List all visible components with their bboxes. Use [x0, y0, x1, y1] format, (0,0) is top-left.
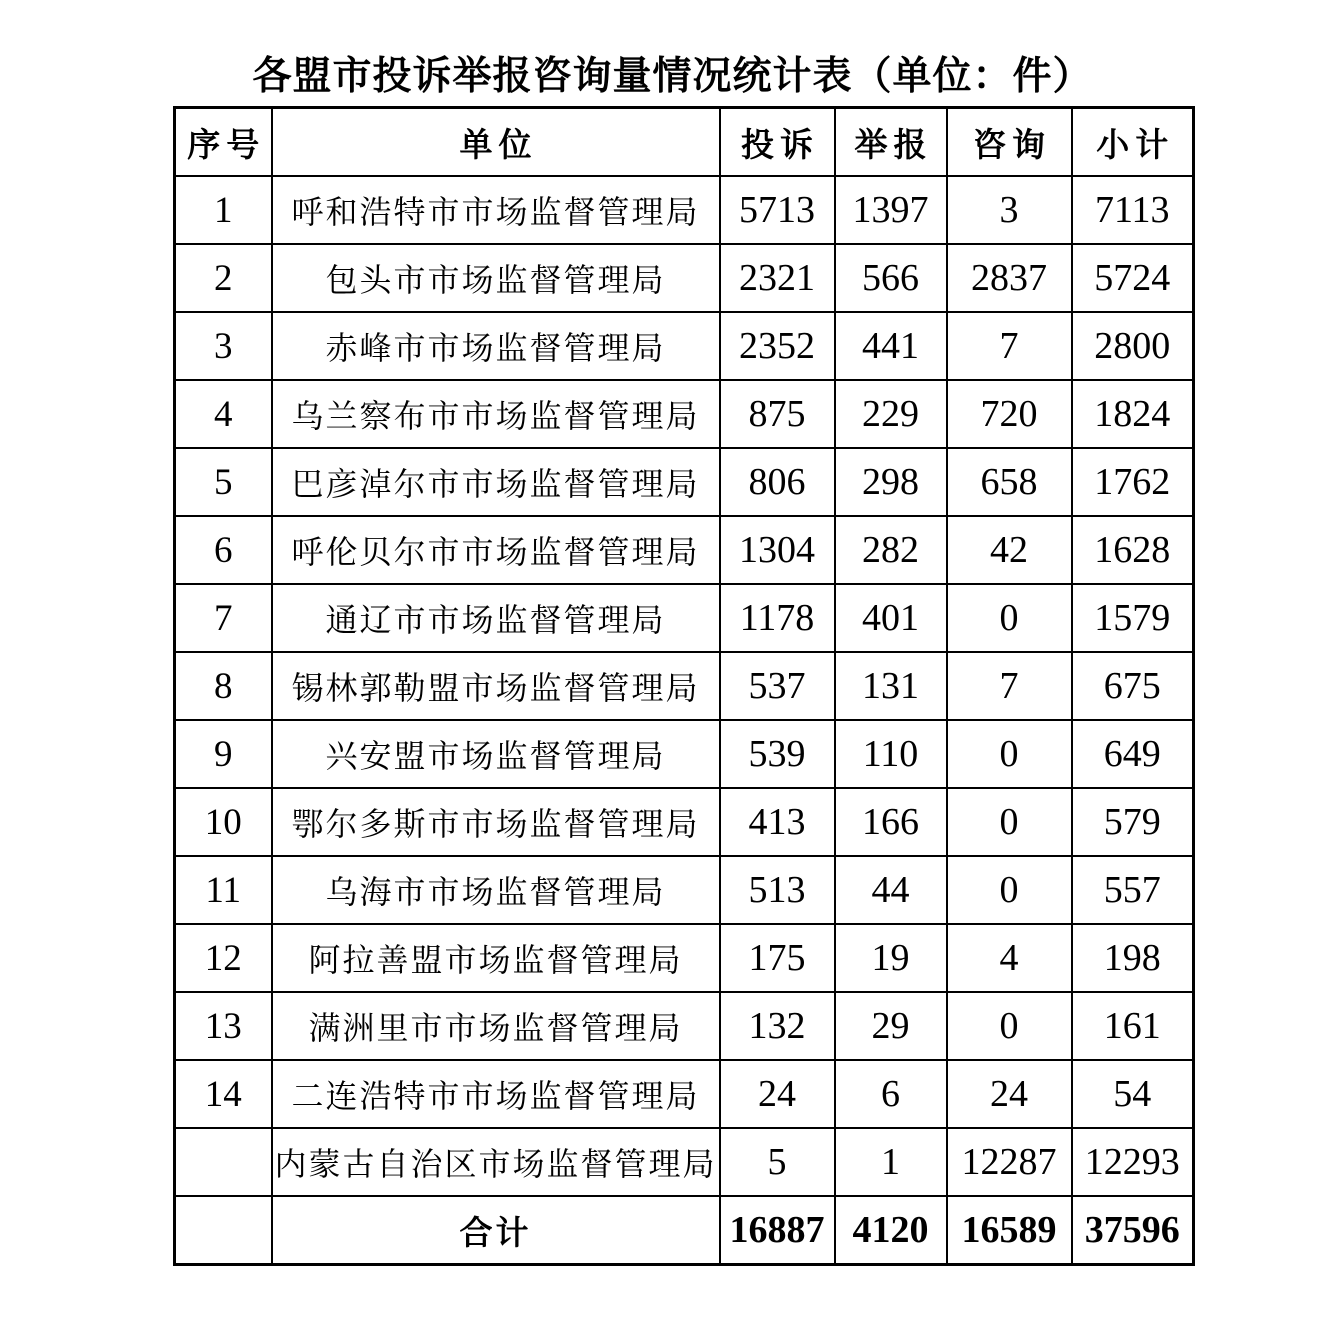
- cell-reports: 1397: [835, 176, 947, 244]
- cell-reports: 1: [835, 1128, 947, 1196]
- cell-subtotal: 1628: [1072, 516, 1194, 584]
- cell-unit: 锡林郭勒盟市场监督管理局: [272, 652, 720, 720]
- cell-consultations: 0: [947, 856, 1072, 924]
- cell-reports: 298: [835, 448, 947, 516]
- cell-complaints: 513: [720, 856, 835, 924]
- cell-unit: 鄂尔多斯市市场监督管理局: [272, 788, 720, 856]
- cell-unit: 通辽市市场监督管理局: [272, 584, 720, 652]
- cell-no: [175, 1128, 272, 1196]
- cell-subtotal: 54: [1072, 1060, 1194, 1128]
- cell-no: 14: [175, 1060, 272, 1128]
- cell-complaints: 539: [720, 720, 835, 788]
- cell-consultations: 2837: [947, 244, 1072, 312]
- cell-unit: 二连浩特市市场监督管理局: [272, 1060, 720, 1128]
- cell-complaints: 5713: [720, 176, 835, 244]
- cell-consultations: 3: [947, 176, 1072, 244]
- table-row: [175, 856, 1194, 924]
- col-header-reports: 举报: [835, 108, 947, 177]
- cell-unit: 兴安盟市场监督管理局: [272, 720, 720, 788]
- cell-complaints: 16887: [720, 1196, 835, 1265]
- col-header-subtotal: 小计: [1072, 108, 1194, 177]
- cell-complaints: 2352: [720, 312, 835, 380]
- cell-complaints: 132: [720, 992, 835, 1060]
- col-header-complaints: 投诉: [720, 108, 835, 177]
- cell-subtotal: 7113: [1072, 176, 1194, 244]
- cell-unit: 呼和浩特市市场监督管理局: [272, 176, 720, 244]
- table-row: [175, 1060, 1194, 1128]
- cell-subtotal: 1579: [1072, 584, 1194, 652]
- cell-consultations: 16589: [947, 1196, 1072, 1265]
- cell-no: 10: [175, 788, 272, 856]
- cell-reports: 282: [835, 516, 947, 584]
- cell-unit: 包头市市场监督管理局: [272, 244, 720, 312]
- cell-consultations: 24: [947, 1060, 1072, 1128]
- cell-consultations: 7: [947, 312, 1072, 380]
- cell-subtotal: 198: [1072, 924, 1194, 992]
- cell-complaints: 875: [720, 380, 835, 448]
- cell-subtotal: 5724: [1072, 244, 1194, 312]
- table-row: [175, 720, 1194, 788]
- cell-no: 3: [175, 312, 272, 380]
- cell-no: 2: [175, 244, 272, 312]
- cell-unit: 乌兰察布市市场监督管理局: [272, 380, 720, 448]
- cell-complaints: 1304: [720, 516, 835, 584]
- cell-no: 13: [175, 992, 272, 1060]
- cell-consultations: 0: [947, 584, 1072, 652]
- table-row: [175, 448, 1194, 516]
- cell-consultations: 0: [947, 720, 1072, 788]
- table-row-total: [175, 1196, 1194, 1265]
- cell-unit: 赤峰市市场监督管理局: [272, 312, 720, 380]
- cell-unit: 乌海市市场监督管理局: [272, 856, 720, 924]
- cell-consultations: 4: [947, 924, 1072, 992]
- cell-reports: 19: [835, 924, 947, 992]
- cell-unit: 内蒙古自治区市场监督管理局: [272, 1128, 720, 1196]
- cell-subtotal: 1824: [1072, 380, 1194, 448]
- cell-consultations: 658: [947, 448, 1072, 516]
- cell-subtotal: 1762: [1072, 448, 1194, 516]
- table-row: [175, 584, 1194, 652]
- table-row: [175, 244, 1194, 312]
- cell-complaints: 537: [720, 652, 835, 720]
- cell-reports: 229: [835, 380, 947, 448]
- statistics-table: [173, 106, 1195, 1266]
- cell-subtotal: 37596: [1072, 1196, 1194, 1265]
- cell-subtotal: 557: [1072, 856, 1194, 924]
- table-row: [175, 992, 1194, 1060]
- cell-consultations: 0: [947, 992, 1072, 1060]
- cell-complaints: 2321: [720, 244, 835, 312]
- cell-complaints: 806: [720, 448, 835, 516]
- table-row-region: [175, 1128, 1194, 1196]
- cell-unit: 呼伦贝尔市市场监督管理局: [272, 516, 720, 584]
- cell-no: 8: [175, 652, 272, 720]
- cell-complaints: 175: [720, 924, 835, 992]
- table-row: [175, 788, 1194, 856]
- cell-no: 1: [175, 176, 272, 244]
- cell-complaints: 413: [720, 788, 835, 856]
- cell-no: 11: [175, 856, 272, 924]
- cell-unit: 阿拉善盟市场监督管理局: [272, 924, 720, 992]
- cell-no: [175, 1196, 272, 1265]
- cell-no: 9: [175, 720, 272, 788]
- table-row: [175, 652, 1194, 720]
- page-title: 各盟市投诉举报咨询量情况统计表（单位：件）: [252, 55, 1093, 98]
- cell-unit: 合计: [272, 1196, 720, 1265]
- cell-no: 12: [175, 924, 272, 992]
- cell-consultations: 42: [947, 516, 1072, 584]
- table-row: [175, 516, 1194, 584]
- cell-complaints: 24: [720, 1060, 835, 1128]
- cell-reports: 44: [835, 856, 947, 924]
- cell-consultations: 720: [947, 380, 1072, 448]
- cell-unit: 满洲里市市场监督管理局: [272, 992, 720, 1060]
- table-row: [175, 176, 1194, 244]
- cell-reports: 166: [835, 788, 947, 856]
- col-header-consultations: 咨询: [947, 108, 1072, 177]
- table-row: [175, 380, 1194, 448]
- cell-no: 5: [175, 448, 272, 516]
- cell-subtotal: 675: [1072, 652, 1194, 720]
- cell-complaints: 5: [720, 1128, 835, 1196]
- cell-reports: 401: [835, 584, 947, 652]
- cell-consultations: 0: [947, 788, 1072, 856]
- table-row: [175, 312, 1194, 380]
- cell-subtotal: 12293: [1072, 1128, 1194, 1196]
- cell-subtotal: 2800: [1072, 312, 1194, 380]
- cell-reports: 4120: [835, 1196, 947, 1265]
- table-header-row: [175, 108, 1194, 177]
- cell-consultations: 12287: [947, 1128, 1072, 1196]
- cell-no: 4: [175, 380, 272, 448]
- cell-unit: 巴彦淖尔市市场监督管理局: [272, 448, 720, 516]
- cell-no: 7: [175, 584, 272, 652]
- cell-complaints: 1178: [720, 584, 835, 652]
- col-header-unit: 单位: [272, 108, 720, 177]
- cell-consultations: 7: [947, 652, 1072, 720]
- cell-reports: 110: [835, 720, 947, 788]
- table-row: [175, 924, 1194, 992]
- cell-subtotal: 161: [1072, 992, 1194, 1060]
- cell-reports: 441: [835, 312, 947, 380]
- cell-subtotal: 579: [1072, 788, 1194, 856]
- cell-reports: 6: [835, 1060, 947, 1128]
- cell-reports: 131: [835, 652, 947, 720]
- cell-subtotal: 649: [1072, 720, 1194, 788]
- cell-no: 6: [175, 516, 272, 584]
- cell-reports: 566: [835, 244, 947, 312]
- cell-reports: 29: [835, 992, 947, 1060]
- col-header-serial-no: 序号: [175, 108, 272, 177]
